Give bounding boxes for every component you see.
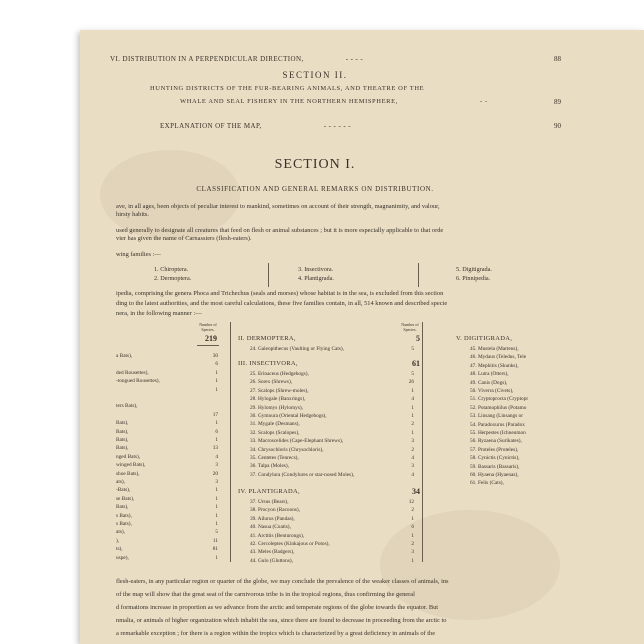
table-row-name: 45. Mustela (Martens), bbox=[470, 346, 519, 352]
table-row-count: 20 bbox=[212, 470, 218, 477]
table-row-name: 43. Meles (Badgers), bbox=[250, 549, 295, 556]
table-row-count: 4 bbox=[411, 396, 414, 403]
table-row-count: 1 bbox=[215, 378, 218, 385]
table-row-name: 51. Cryptoprocta (Cryptopr bbox=[470, 396, 529, 403]
table-row-name: Bats), bbox=[116, 504, 129, 511]
table-row-count: 6 bbox=[215, 361, 218, 368]
dermoptera-total: 5 bbox=[416, 334, 420, 343]
para2-line-2: ding to the latest authorities, and the most careful calculations, these five families contain, in all, 514 known and described specie bbox=[116, 300, 448, 307]
table-row-count: 1 bbox=[411, 515, 414, 522]
table-row-name: 48. Lutra (Otters), bbox=[470, 371, 509, 378]
table-row-name: 56. Ryzaena (Surikates), bbox=[470, 438, 522, 445]
family-insectivora: 3. Insectivora. bbox=[298, 266, 334, 273]
bottom-line-1: flesh-eaters, in any particular region or quarter of the globe, we may conclude the prevalence of the weaker classes of animals, ins bbox=[116, 578, 449, 585]
intro-line-1: ave, in all ages, been objects of peculiar interest to mankind, sometimes on account of their strength, magnanimity, and valour, bbox=[116, 203, 440, 210]
table-row-count: 5 bbox=[215, 529, 218, 536]
table-row-count: 3 bbox=[215, 462, 218, 469]
family-chiroptera: 1. Chiroptera. bbox=[154, 266, 189, 273]
section-1-subtitle: CLASSIFICATION AND GENERAL REMARKS ON DISTRIBUTION. bbox=[196, 185, 434, 193]
table-row-name: 35. Centetes (Tenrecs), bbox=[250, 455, 299, 461]
table-row-count: 26 bbox=[408, 379, 414, 386]
digitigrada-heading: V. DIGITIGRADA, bbox=[456, 335, 513, 342]
intro-line-5: wing families :— bbox=[116, 251, 161, 258]
family-pinnipedia: 6. Pinnipedia. bbox=[456, 275, 491, 282]
dermoptera-heading: II. DERMOPTERA, bbox=[238, 335, 296, 342]
table-row-count: 2 bbox=[411, 446, 414, 453]
table-row-name: ats), bbox=[116, 529, 125, 536]
col1-total-rule bbox=[197, 345, 219, 346]
insectivora-total: 61 bbox=[412, 359, 420, 368]
column-divider-1 bbox=[230, 322, 231, 562]
table-row-name: 61. Felis (Cats), bbox=[470, 480, 504, 487]
col1-number-header: Number of Species. bbox=[199, 322, 217, 332]
intro-line-3: used generally to designate all creatures that feed on flesh or animal substances ; but it is more especially applicable to that orde bbox=[116, 227, 444, 234]
table-row-count: 1 bbox=[215, 437, 218, 443]
section-2-dots: - - bbox=[480, 98, 488, 105]
table-row-name: ats), bbox=[116, 479, 125, 485]
column-divider-2 bbox=[422, 322, 423, 562]
toc-explanation-page: 90 bbox=[554, 122, 561, 130]
table-row-name: 40. Nasua (Coatis), bbox=[250, 524, 291, 531]
para2-line-3: nera, in the following manner :— bbox=[116, 310, 202, 317]
section-1-title: SECTION I. bbox=[274, 157, 356, 172]
table-row-name: uspe), bbox=[116, 554, 129, 561]
family-divider-1 bbox=[268, 263, 269, 287]
table-row-count: 13 bbox=[212, 445, 218, 452]
table-row-name: 28. Hylogale (Banxrings), bbox=[250, 396, 306, 403]
table-row-name: a Bats), bbox=[116, 353, 133, 359]
table-row-name: 55. Herpestes (Ichneumon bbox=[470, 430, 526, 436]
section-2-line-1: HUNTING DISTRICTS OF THE FUR-BEARING ANIMALS, AND THEATRE OF THE bbox=[150, 85, 425, 92]
table-row-count: 4 bbox=[411, 455, 414, 461]
table-row-name: ters Bats), bbox=[116, 403, 138, 410]
table-row-name: ts), bbox=[116, 546, 123, 553]
table-row-count: 17 bbox=[212, 411, 218, 418]
table-row-count: 1 bbox=[411, 557, 414, 564]
table-row-name: 58. Cynictis (Cynictis), bbox=[470, 455, 520, 462]
table-row-name: 34. Chrysochloris (Chrysochloris), bbox=[250, 446, 324, 453]
table-row-count: 6 bbox=[215, 428, 218, 435]
table-row-count: 1 bbox=[411, 387, 414, 394]
table-row-name: se Bats), bbox=[116, 495, 135, 502]
table-row-name: 47. Mephitis (Skunks), bbox=[470, 362, 519, 369]
table-row-name: 39. Ailurus (Pandas), bbox=[250, 515, 295, 522]
table-row-name: 29. Hylomys (Hylomys), bbox=[250, 404, 303, 411]
table-row-name: shoe Bats), bbox=[116, 470, 140, 477]
table-row-count: 4 bbox=[411, 471, 414, 478]
table-row-name: Bats), bbox=[116, 428, 129, 435]
table-row-count: 2 bbox=[411, 421, 414, 428]
section-2-page: 89 bbox=[554, 98, 561, 106]
section-2-line-2: WHALE AND SEAL FISHERY IN THE NORTHERN HEMISPHERE, bbox=[180, 98, 398, 105]
bottom-line-2: of the map will show that the great seat of the carnivorous tribe is in the tropical regions, thus confirming the general bbox=[116, 591, 415, 598]
table-row-name: Bats), bbox=[116, 437, 129, 443]
toc-line-6-page: 88 bbox=[554, 55, 561, 63]
table-row-name: 38. Procyon (Racoons), bbox=[250, 507, 301, 514]
table-row-count: 1 bbox=[215, 495, 218, 502]
table-row-count: 1 bbox=[215, 369, 218, 376]
table-row-count: 1 bbox=[215, 512, 218, 519]
table-row-count: 1 bbox=[411, 429, 414, 436]
table-row-name: 26. Sorex (Shrews), bbox=[250, 379, 293, 386]
table-row-count: 3 bbox=[411, 438, 414, 445]
table-row-count: 11 bbox=[212, 537, 218, 544]
table-row-name: 33. Macroscelides (Cape-Elephant Shrews), bbox=[250, 438, 344, 445]
toc-explanation-text: EXPLANATION OF THE MAP, bbox=[160, 122, 262, 130]
document-page bbox=[80, 30, 644, 644]
table-row-count: 1 bbox=[215, 554, 218, 561]
table-row-name: 46. Mydaus (Teledus, Tele bbox=[470, 354, 527, 361]
table-row-count: 1 bbox=[411, 532, 414, 539]
table-row-name: 44. Gulo (Gluttons), bbox=[250, 557, 293, 564]
table-row-name: 24. Galeopithecus (Vaulting or Flying Cats), bbox=[250, 346, 345, 352]
col2-number-header: Number of Species. bbox=[401, 322, 419, 332]
table-row-name: ded Rousettes), bbox=[116, 369, 149, 376]
toc-line-6-dots: - - - - bbox=[345, 55, 364, 63]
table-row-count: 1 bbox=[215, 420, 218, 427]
table-row-name: Bats), bbox=[116, 420, 129, 427]
table-row-name: nged Bats), bbox=[116, 453, 141, 460]
table-row-count: 6 bbox=[411, 524, 414, 531]
postcard bbox=[80, 30, 644, 644]
table-row-name: 57. Proteles (Proteles), bbox=[470, 446, 519, 453]
plantigrada-heading: IV. PLANTIGRADA, bbox=[238, 488, 300, 495]
family-digitigrada: 5. Digitigrada. bbox=[456, 266, 492, 273]
table-row-name: winged Bats), bbox=[116, 462, 146, 469]
intro-line-4: vier has given the name of Carnassiers (flesh-eaters). bbox=[116, 235, 252, 242]
family-dermoptera: 2. Dermoptera. bbox=[154, 275, 192, 282]
table-row-count: 5 bbox=[411, 371, 414, 377]
table-row-name: 37. Ursus (Bears), bbox=[250, 499, 289, 505]
table-row-name: 50. Viverra (Civets), bbox=[470, 388, 514, 394]
bottom-line-5: a remarkable exception ; for there is a region within the tropics which is characterized by a great deficiency in animals of the bbox=[116, 630, 436, 637]
section-2-title: SECTION II. bbox=[282, 70, 348, 80]
table-row-name: Bats), bbox=[116, 445, 129, 452]
table-row-name: -tongued Rousettes), bbox=[116, 378, 160, 385]
table-row-count: 2 bbox=[411, 507, 414, 514]
table-row-count: 12 bbox=[408, 499, 414, 505]
family-plantigrada: 4. Plantigrada. bbox=[298, 275, 334, 282]
table-row-name: s Bats), bbox=[116, 521, 132, 527]
table-row-count: 1 bbox=[411, 413, 414, 419]
table-row-count: 1 bbox=[215, 521, 218, 527]
table-row-name: 37. Condylura (Condylures or star-nosed Moles), bbox=[250, 471, 355, 478]
table-row-name: 60. Hyaena (Hyaenas), bbox=[470, 472, 519, 478]
table-row-name: 53. Linsang (Linsangs or bbox=[470, 413, 523, 420]
table-row-count: 1 bbox=[215, 386, 218, 393]
table-row-count: 3 bbox=[411, 549, 414, 556]
col1-total: 219 bbox=[205, 334, 217, 343]
table-row-name: 31. Mygale (Desmans), bbox=[250, 421, 300, 428]
table-row-name: ), bbox=[116, 537, 120, 544]
table-row-name: 25. Erinaceus (Hedgehogs), bbox=[250, 371, 309, 377]
table-row-name: 27. Scalops (Shrew-moles), bbox=[250, 387, 309, 394]
para2-line-1: ipedia, comprising the genera Phoca and Trichechus (seals and morses) whose habitat is in the sea, is excluded from this section bbox=[116, 290, 444, 297]
table-row-count: 1 bbox=[411, 404, 414, 411]
family-divider-2 bbox=[418, 263, 419, 287]
table-row-count: 1 bbox=[215, 504, 218, 511]
toc-line-6 bbox=[110, 55, 363, 63]
table-row-count: 1 bbox=[215, 487, 218, 494]
table-row-name: 30. Gymnura (Oriental Hedgehogs), bbox=[250, 413, 327, 419]
toc-line-6-text: VI. DISTRIBUTION IN A PERPENDICULAR DIRECTION, bbox=[110, 55, 304, 63]
table-row-count: 4 bbox=[215, 453, 218, 460]
table-row-name: 42. Cercoleptes (Kinkajous or Potos), bbox=[250, 541, 330, 547]
table-row-name: 32. Scalops (Scalopes), bbox=[250, 429, 300, 436]
bottom-line-4: nmalia, or animals of higher organization which inhabit the sea, since there are found to decrease in proceeding from the arctic to bbox=[116, 617, 447, 624]
table-row-name: 59. Bassaris (Bassaris), bbox=[470, 463, 520, 470]
insectivora-heading: III. INSECTIVORA, bbox=[238, 360, 298, 367]
plantigrada-total: 34 bbox=[412, 487, 420, 496]
table-row-name: 54. Paradoxurus (Paradox bbox=[470, 421, 525, 428]
table-row-name: s Bats), bbox=[116, 512, 132, 519]
toc-explanation-dots: - - - - - - bbox=[323, 122, 351, 130]
bottom-line-3: d formations increase in proportion as we advance from the arctic and temperate regions of the globe towards the equator. But bbox=[116, 604, 439, 611]
toc-explanation bbox=[160, 122, 351, 130]
table-row-name: -Bats), bbox=[116, 487, 131, 494]
table-row-name: 52. Potamophilus (Potamo bbox=[470, 404, 527, 411]
intro-line-2: hirsty habits. bbox=[116, 211, 150, 218]
table-row-count: 5 bbox=[411, 346, 414, 352]
table-row-name: 49. Canis (Dogs), bbox=[470, 379, 508, 386]
table-row-count: 81 bbox=[212, 546, 218, 553]
table-row-count: 3 bbox=[411, 463, 414, 470]
table-row-name: 36. Talpa (Moles), bbox=[250, 463, 289, 470]
table-row-count: 2 bbox=[411, 541, 414, 547]
table-row-count: 3 bbox=[215, 479, 218, 485]
table-row-count: 30 bbox=[212, 353, 218, 359]
table-row-name: 41. Arctitis (Benturongs), bbox=[250, 532, 305, 539]
